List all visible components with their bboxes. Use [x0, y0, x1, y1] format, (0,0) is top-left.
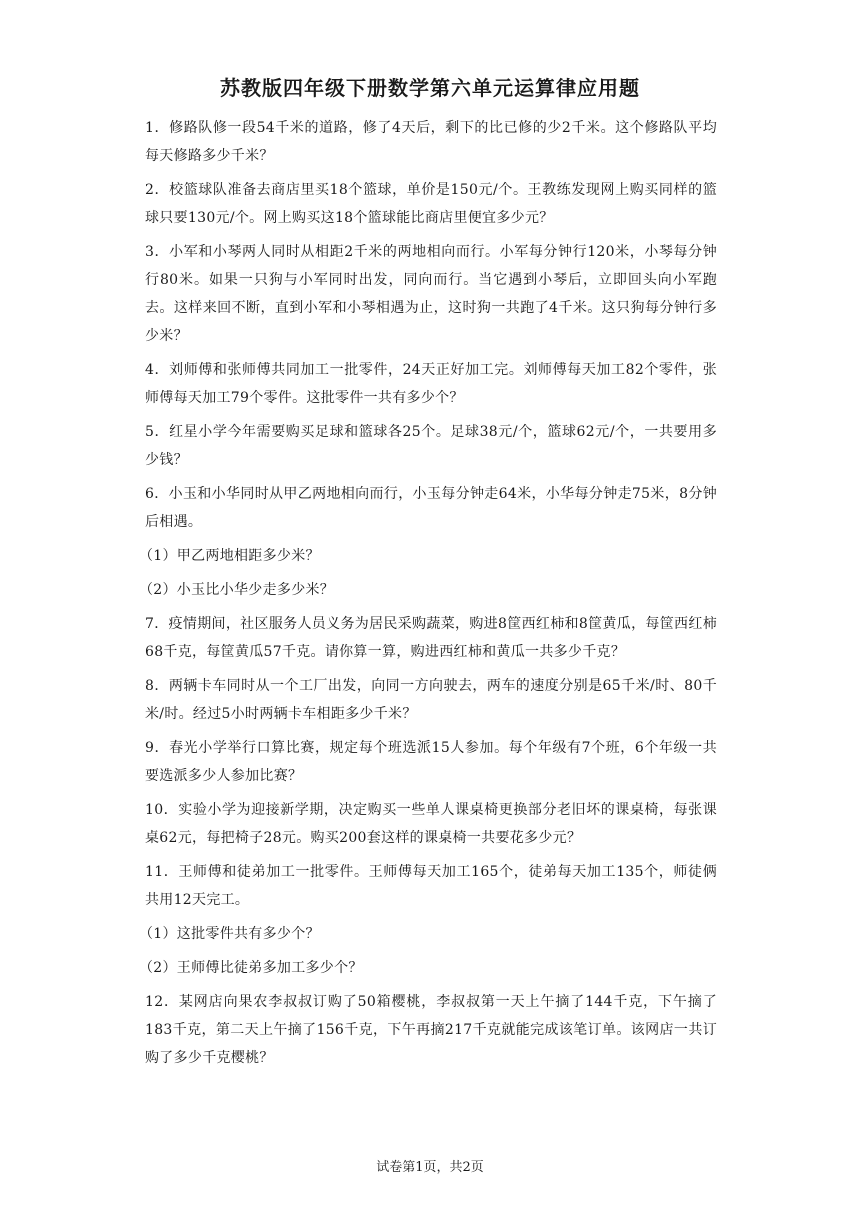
- question-5: 5．红星小学今年需要购买足球和篮球各25个。足球38元/个，篮球62元/个，一共要用多少钱？: [145, 424, 717, 468]
- question-6-sub-1: （1）甲乙两地相距多少米？: [139, 548, 320, 564]
- page-footer: 试卷第1页，共2页: [376, 1160, 484, 1175]
- question-11-sub-1: （1）这批零件共有多少个？: [139, 926, 320, 942]
- question-8: 8．两辆卡车同时从一个工厂出发，向同一方向驶去，两车的速度分别是65千米/时、80千米/时。经过5小时两辆卡车相距多少千米？: [145, 678, 717, 722]
- question-11-sub-2: （2）王师傅比徒弟多加工多少个？: [139, 960, 363, 976]
- page-title: 苏教版四年级下册数学第六单元运算律应用题: [220, 76, 640, 100]
- question-11: 11．王师傅和徒弟加工一批零件。王师傅每天加工165个，徒弟每天加工135个，师徒俩共用12天完工。: [145, 864, 717, 908]
- question-4: 4．刘师傅和张师傅共同加工一批零件，24天正好加工完。刘师傅每天加工82个零件，张师傅每天加工79个零件。这批零件一共有多少个？: [145, 362, 717, 406]
- question-6: 6．小玉和小华同时从甲乙两地相向而行，小玉每分钟走64米，小华每分钟走75米，8分钟后相遇。: [145, 486, 717, 530]
- question-6-sub-2: （2）小玉比小华少走多少米？: [139, 582, 335, 598]
- question-3: 3．小军和小琴两人同时从相距2千米的两地相向而行。小军每分钟行120米，小琴每分钟行80米。如果一只狗与小军同时出发，同向而行。当它遇到小琴后，立即回头向小军跑去。这样来回不断，直到小军和小琴相遇为止，这时狗一共跑了4千米。这只狗每分钟行多少米？: [145, 244, 717, 344]
- question-12: 12．某网店向果农李叔叔订购了50箱樱桃，李叔叔第一天上午摘了144千克，下午摘了183千克，第二天上午摘了156千克，下午再摘217千克就能完成该笔订单。该网店一共订购了多少千克樱桃？: [145, 994, 717, 1066]
- question-1: 1．修路队修一段54千米的道路，修了4天后，剩下的比已修的少2千米。这个修路队平均每天修路多少千米？: [145, 120, 717, 164]
- question-list: [139, 114, 717, 1078]
- question-7: 7．疫情期间，社区服务人员义务为居民采购蔬菜，购进8筐西红柿和8筐黄瓜，每筐西红柿68千克，每筐黄瓜57千克。请你算一算，购进西红柿和黄瓜一共多少千克？: [145, 616, 717, 660]
- question-9: 9．春光小学举行口算比赛，规定每个班选派15人参加。每个年级有7个班，6个年级一共要选派多少人参加比赛？: [145, 740, 717, 784]
- question-2: 2．校篮球队准备去商店里买18个篮球，单价是150元/个。王教练发现网上购买同样的篮球只要130元/个。网上购买这18个篮球能比商店里便宜多少元？: [145, 182, 717, 226]
- question-10: 10．实验小学为迎接新学期，决定购买一些单人课桌椅更换部分老旧坏的课桌椅，每张课桌62元，每把椅子28元。购买200套这样的课桌椅一共要花多少元？: [145, 802, 717, 846]
